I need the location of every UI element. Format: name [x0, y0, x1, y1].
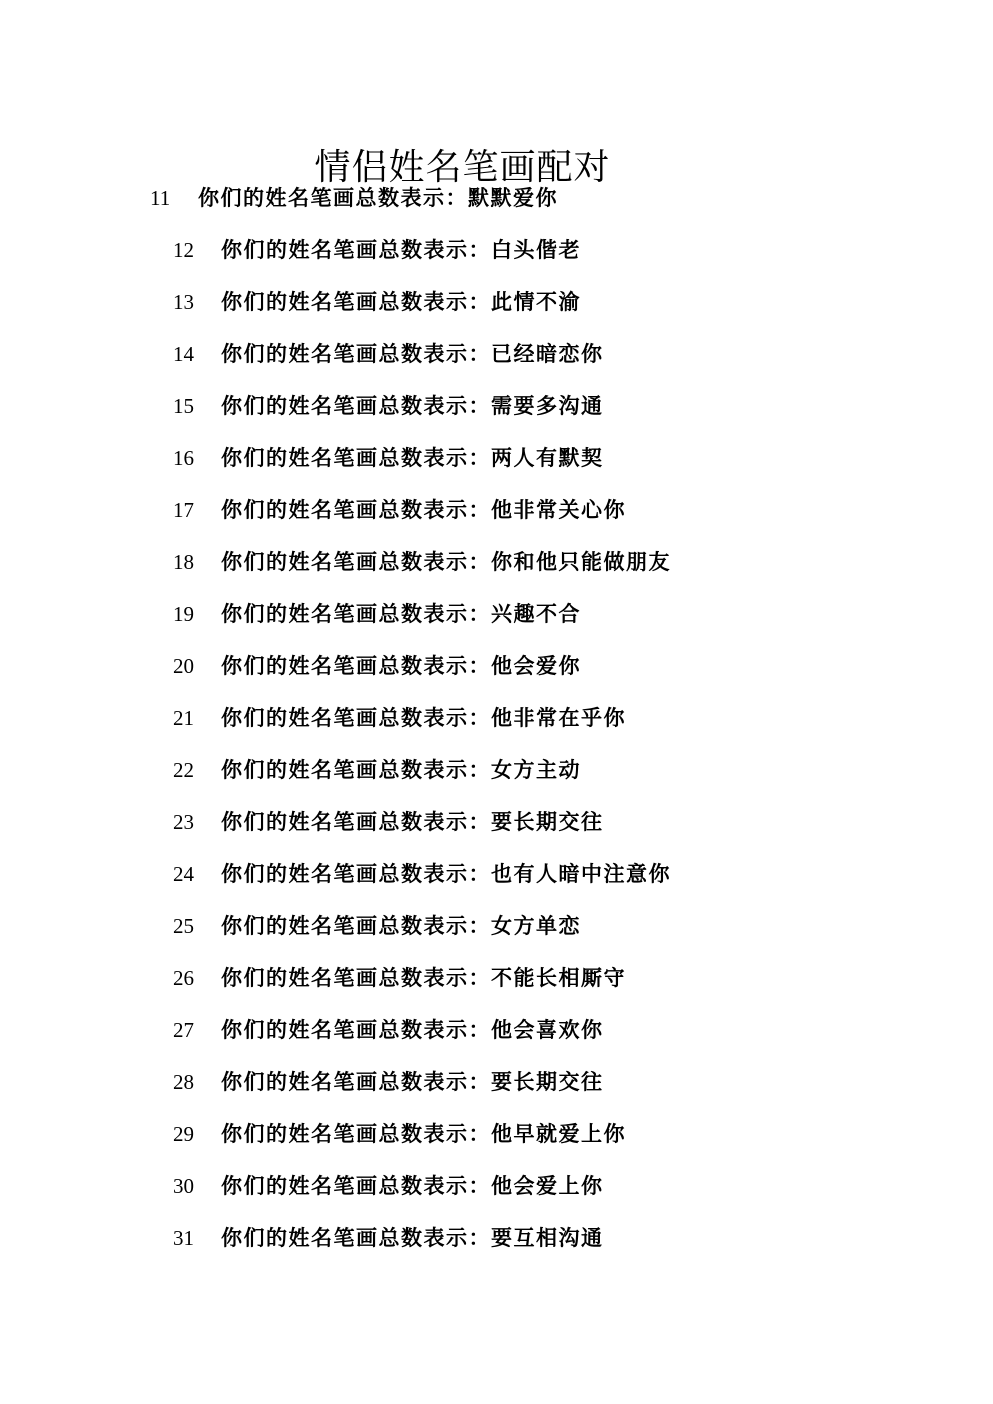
- entry-text: [198, 176, 558, 220]
- entry-prefix: 你们的姓名笔画总数表示：: [221, 861, 491, 886]
- list-item: [0, 228, 993, 280]
- entry-text: [221, 800, 604, 844]
- entry-number: 21: [173, 706, 194, 730]
- list-item: [0, 176, 993, 228]
- entry-text: [221, 1008, 604, 1052]
- list-item: [0, 332, 993, 384]
- entry-prefix: 你们的姓名笔画总数表示：: [221, 913, 491, 938]
- entry-meaning: 两人有默契: [491, 445, 604, 470]
- entry-meaning: 默默爱你: [468, 185, 558, 210]
- list-item: [0, 800, 993, 852]
- entry-number: 28: [173, 1070, 194, 1094]
- entry-list: [0, 176, 993, 1268]
- entry-text: [221, 228, 581, 272]
- entry-number: 18: [173, 550, 194, 574]
- entry-text: [221, 384, 604, 428]
- document-title: 情侣姓名笔画配对: [314, 147, 611, 189]
- list-item: [0, 540, 993, 592]
- entry-meaning: 他非常关心你: [491, 497, 626, 522]
- list-item: [0, 1164, 993, 1216]
- entry-number: 29: [173, 1122, 194, 1146]
- entry-number: 15: [173, 394, 194, 418]
- entry-text: [221, 592, 581, 636]
- entry-prefix: 你们的姓名笔画总数表示：: [221, 965, 491, 990]
- entry-number: 11: [150, 186, 171, 210]
- entry-prefix: 你们的姓名笔画总数表示：: [221, 393, 491, 418]
- entry-prefix: 你们的姓名笔画总数表示：: [221, 653, 491, 678]
- entry-prefix: 你们的姓名笔画总数表示：: [221, 757, 491, 782]
- list-item: [0, 852, 993, 904]
- entry-meaning: 他早就爱上你: [491, 1121, 626, 1146]
- entry-number: 25: [173, 914, 194, 938]
- list-item: [0, 280, 993, 332]
- entry-meaning: 他会喜欢你: [491, 1017, 604, 1042]
- list-item: [0, 592, 993, 644]
- entry-number: 26: [173, 966, 194, 990]
- list-item: [0, 956, 993, 1008]
- entry-prefix: 你们的姓名笔画总数表示：: [221, 497, 491, 522]
- entry-number: 13: [173, 290, 194, 314]
- entry-prefix: 你们的姓名笔画总数表示：: [221, 1225, 491, 1250]
- entry-prefix: 你们的姓名笔画总数表示：: [221, 705, 491, 730]
- entry-number: 17: [173, 498, 194, 522]
- entry-text: [221, 748, 581, 792]
- list-item: [0, 644, 993, 696]
- entry-meaning: 不能长相厮守: [491, 965, 626, 990]
- entry-number: 20: [173, 654, 194, 678]
- list-item: [0, 1008, 993, 1060]
- entry-meaning: 要长期交往: [491, 1069, 604, 1094]
- list-item: [0, 696, 993, 748]
- entry-meaning: 女方单恋: [491, 913, 581, 938]
- entry-prefix: 你们的姓名笔画总数表示：: [221, 289, 491, 314]
- entry-number: 27: [173, 1018, 194, 1042]
- entry-text: [221, 644, 581, 688]
- list-item: [0, 1112, 993, 1164]
- entry-number: 19: [173, 602, 194, 626]
- entry-prefix: 你们的姓名笔画总数表示：: [198, 185, 468, 210]
- list-item: [0, 1216, 993, 1268]
- entry-number: 31: [173, 1226, 194, 1250]
- entry-number: 30: [173, 1174, 194, 1198]
- entry-text: [221, 904, 581, 948]
- entry-text: [221, 1216, 604, 1260]
- entry-number: 23: [173, 810, 194, 834]
- list-item: [0, 384, 993, 436]
- entry-meaning: 要互相沟通: [491, 1225, 604, 1250]
- entry-meaning: 女方主动: [491, 757, 581, 782]
- entry-text: [221, 852, 671, 896]
- entry-number: 14: [173, 342, 194, 366]
- list-item: [0, 436, 993, 488]
- entry-meaning: 白头偕老: [491, 237, 581, 262]
- entry-prefix: 你们的姓名笔画总数表示：: [221, 1069, 491, 1094]
- entry-text: [221, 1164, 604, 1208]
- entry-text: [221, 540, 671, 584]
- entry-number: 16: [173, 446, 194, 470]
- entry-prefix: 你们的姓名笔画总数表示：: [221, 809, 491, 834]
- entry-number: 12: [173, 238, 194, 262]
- entry-number: 24: [173, 862, 194, 886]
- entry-prefix: 你们的姓名笔画总数表示：: [221, 237, 491, 262]
- entry-meaning: 也有人暗中注意你: [491, 861, 671, 886]
- entry-prefix: 你们的姓名笔画总数表示：: [221, 601, 491, 626]
- entry-text: [221, 1112, 626, 1156]
- entry-number: 22: [173, 758, 194, 782]
- list-item: [0, 748, 993, 800]
- entry-meaning: 需要多沟通: [491, 393, 604, 418]
- list-item: [0, 904, 993, 956]
- entry-text: [221, 332, 604, 376]
- entry-text: [221, 956, 626, 1000]
- entry-meaning: 他非常在乎你: [491, 705, 626, 730]
- entry-meaning: 已经暗恋你: [491, 341, 604, 366]
- entry-meaning: 他会爱上你: [491, 1173, 604, 1198]
- entry-prefix: 你们的姓名笔画总数表示：: [221, 549, 491, 574]
- entry-prefix: 你们的姓名笔画总数表示：: [221, 445, 491, 470]
- entry-meaning: 他会爱你: [491, 653, 581, 678]
- entry-text: [221, 280, 581, 324]
- entry-prefix: 你们的姓名笔画总数表示：: [221, 1121, 491, 1146]
- entry-meaning: 此情不渝: [491, 289, 581, 314]
- entry-meaning: 要长期交往: [491, 809, 604, 834]
- entry-prefix: 你们的姓名笔画总数表示：: [221, 1017, 491, 1042]
- list-item: [0, 488, 993, 540]
- list-item: [0, 1060, 993, 1112]
- entry-meaning: 兴趣不合: [491, 601, 581, 626]
- entry-prefix: 你们的姓名笔画总数表示：: [221, 341, 491, 366]
- entry-text: [221, 488, 626, 532]
- entry-meaning: 你和他只能做朋友: [491, 549, 671, 574]
- entry-text: [221, 436, 604, 480]
- entry-text: [221, 1060, 604, 1104]
- entry-text: [221, 696, 626, 740]
- entry-prefix: 你们的姓名笔画总数表示：: [221, 1173, 491, 1198]
